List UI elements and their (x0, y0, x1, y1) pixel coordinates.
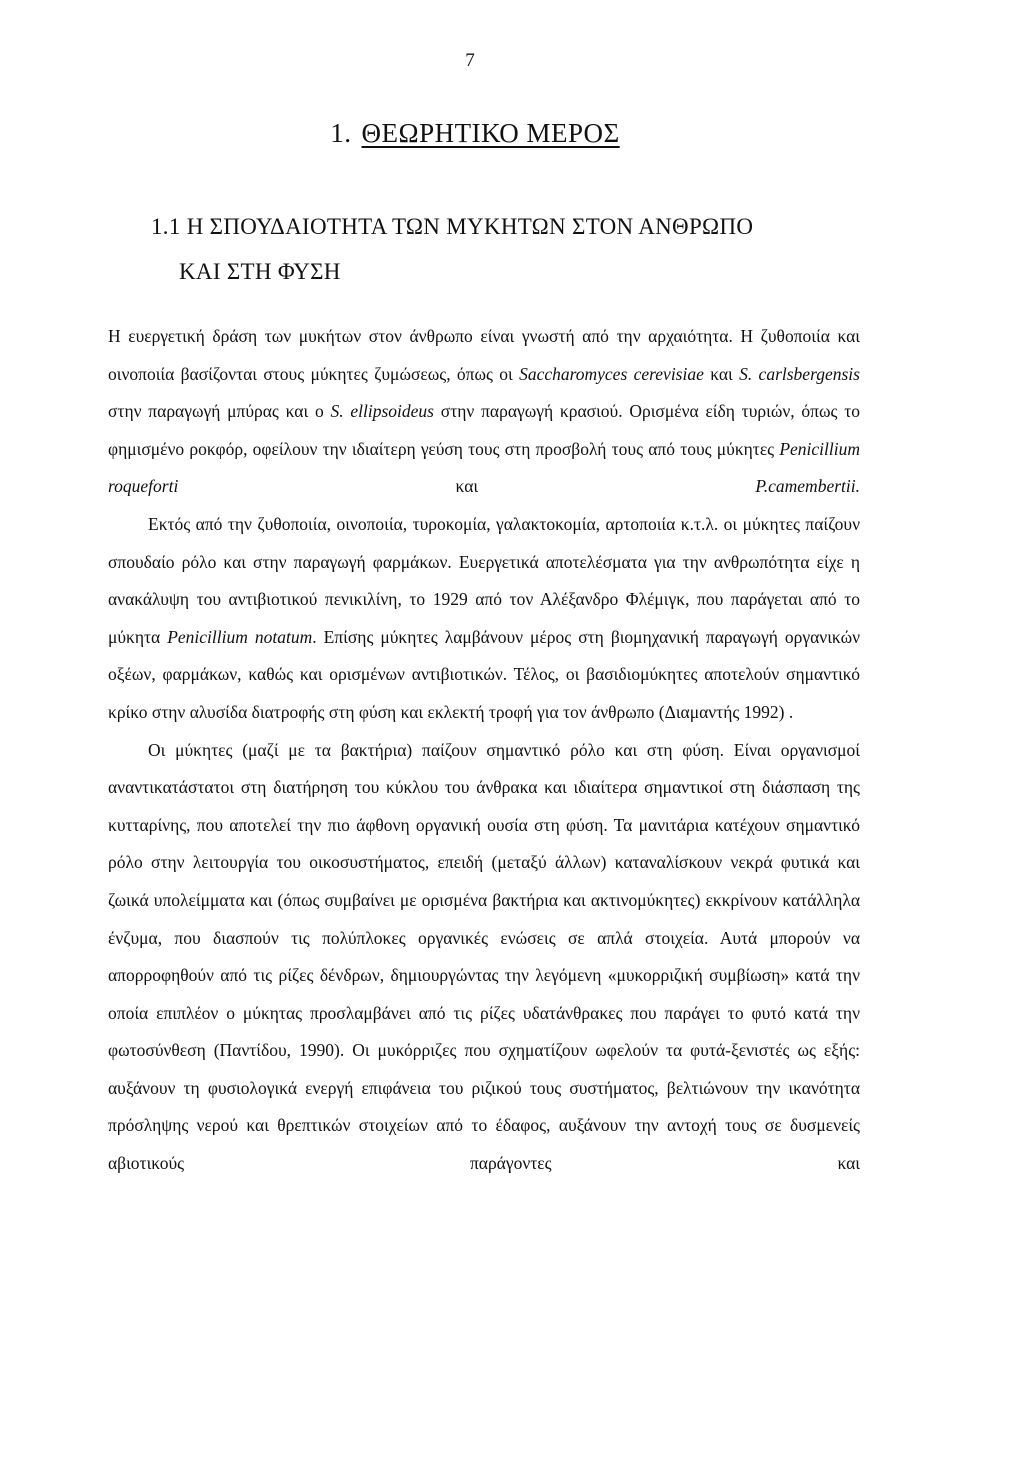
section-heading (151, 204, 911, 294)
chapter-title: ΘΕΩΡΗΤΙΚΟ ΜΕΡΟΣ (361, 118, 620, 148)
paragraph-3: Οι μύκητες (μαζί με τα βακτήρια) παίζουν σημαντικό ρόλο και στη φύση. Είναι οργανισμοί αναντικατάστατοι στη διατήρηση του κύκλου του άνθρακα και ιδιαίτερα σημαντικοί στη διάσπαση της κυτταρίνης, που αποτελεί την πιο άφθονη οργανική ουσία στη φύση. Τα μανιτάρια κατέχουν σημαντικό ρόλο στην λειτουργία του οικοσυστήματος, επειδή (μεταξύ άλλων) καταναλίσκουν νεκρά φυτικά και ζωικά υπολείμματα και (όπως συμβαίνει με ορισμένα βακτήρια και ακτινομύκητες) εκκρίνουν κατάλληλα ένζυμα, που διασπούν τις πολύπλοκες οργανικές ενώσεις σε απλά στοιχεία. Αυτά μπορούν να απορροφηθούν από τις ρίζες δένδρων, δημιουργώντας την λεγόμενη «μυκορριζική συμβίωση» κατά την οποία επιπλέον ο μύκητας προσλαμβάνει από τις ρίζες υδατάνθρακες που παράγει το φυτό κατά την φωτοσύνθεση (Παντίδου, 1990). Οι μυκόρριζες που σχηματίζουν ωφελούν τα φυτά-ξενιστές ως εξής: αυξάνουν τη φυσιολογικά ενεργή επιφάνεια του ριζικού τους συστήματος, βελτιώνουν την ικανότητα πρόσληψης νερού και θρεπτικών στοιχείων από το έδαφος, αυξάνουν την αντοχή τους σε δυσμενείς αβιοτικούς παράγοντες και (108, 739, 860, 1174)
text-run: Εκτός από την ζυθοποιία, οινοποιία, τυροκομία, γαλακτοκομία, αρτοποιία κ.τ.λ. οι μύκητες παίζουν σπουδαίο ρόλο και στην παραγωγή φαρμάκων. Ευεργετικά αποτελέσματα για την ανθρωπότητα είχε η ανακάλυψη του αντιβιοτικού πενικιλίνη, το 1929 από τον Αλέξανδρο Φλέμιγκ, που παράγεται από το μύκητα (108, 513, 860, 647)
text-run: και (178, 476, 756, 497)
text-run: στην παραγωγή κρασιού. Ορισμένα είδη τυριών, όπως το φημισμένο ροκφόρ, οφείλουν την ιδιαίτερη γεύση τους στη προσβολή τους από τους μύκητες (108, 401, 861, 459)
text-run: . Επίσης μύκητες λαμβάνουν μέρος στη βιομηχανική παραγωγή οργανικών οξέων, φαρμάκων, καθώς και ορισμένων αντιβιοτικών. Τέλος, οι βασιδιομύκητες αποτελούν σημαντικό κρίκο στην αλυσίδα διατροφής στη φύση και εκλεκτή τροφή για τον άνθρωπο (Διαμαντής 1992) . (108, 626, 860, 722)
page-number: 7 (465, 50, 475, 71)
text-run: Η ευεργετική δράση των μυκήτων στον άνθρωπο είναι γνωστή από την αρχαιότητα. Η ζυθοποιία και οινοποιία βασίζονται στους μύκητες ζυμώσεως, όπως οι (108, 326, 860, 384)
paragraph-2 (108, 506, 860, 732)
species-name: P.camembertii. (755, 476, 860, 497)
section-title-line-2: ΚΑΙ ΣΤΗ ΦΥΣΗ (179, 259, 341, 284)
chapter-heading (0, 118, 950, 149)
species-name: Penicillium roqueforti (108, 438, 860, 497)
section-title-line-1: 1.1 Η ΣΠΟΥΔΑΙΟΤΗΤΑ ΤΩΝ ΜΥΚΗΤΩΝ ΣΤΟΝ ΑΝΘΡΩΠΟ (151, 214, 754, 239)
species-name: Penicillium notatum (167, 626, 313, 647)
body-text (108, 318, 860, 1183)
species-name: S. ellipsoideus (330, 401, 434, 422)
chapter-number: 1. (330, 118, 352, 148)
text-run: και (703, 363, 740, 384)
text-run: στην παραγωγή μπύρας και ο (108, 401, 331, 422)
species-name: S. carlsbergensis (739, 363, 860, 384)
paragraph-1 (108, 318, 860, 506)
species-name: Saccharomyces cerevisiae (519, 363, 704, 384)
